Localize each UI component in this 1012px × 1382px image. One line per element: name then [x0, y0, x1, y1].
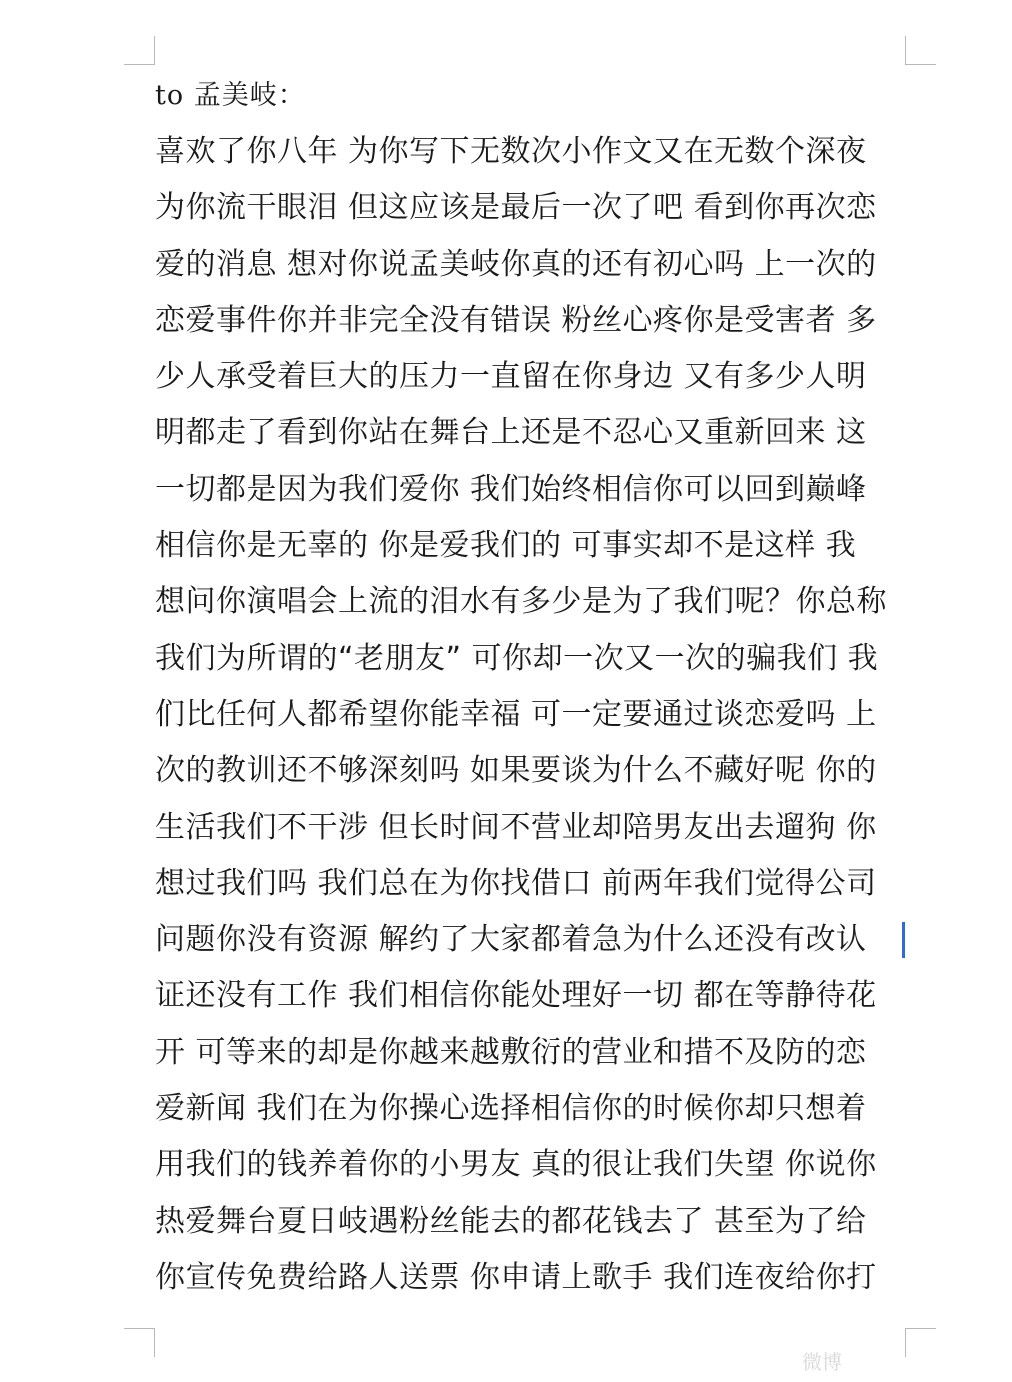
text-line: 爱的消息 想对你说孟美岐你真的还有初心吗 上一次的	[155, 246, 877, 282]
text-line: 少人承受着巨大的压力一直留在你身边 又有多少人明	[155, 359, 867, 395]
text-line: 相信你是无辜的 你是爱我们的 可事实却不是这样 我	[155, 528, 857, 564]
text-line: 们比任何人都希望你能幸福 可一定要通过谈恋爱吗 上	[155, 696, 877, 732]
top-left-crop-mark	[124, 36, 155, 65]
top-right-crop-mark	[905, 36, 936, 65]
text-line: 为你流干眼泪 但这应该是最后一次了吧 看到你再次恋	[155, 190, 877, 226]
text-line: 我们为所谓的“老朋友” 可你却一次又一次的骗我们 我	[155, 640, 879, 676]
text-line: 问题你没有资源 解约了大家都着急为什么还没有改认	[155, 922, 867, 958]
text-line: 明都走了看到你站在舞台上还是不忍心又重新回来 这	[155, 415, 867, 451]
text-line: 一切都是因为我们爱你 我们始终相信你可以回到巅峰	[155, 471, 867, 507]
bottom-left-crop-mark	[124, 1328, 155, 1357]
text-line: 爱新闻 我们在为你操心选择相信你的时候你却只想着	[155, 1091, 867, 1127]
text-cursor	[902, 922, 905, 958]
text-line: 你宣传免费给路人送票 你申请上歌手 我们连夜给你打	[155, 1259, 877, 1295]
text-line: 证还没有工作 我们相信你能处理好一切 都在等静待花	[155, 978, 877, 1014]
text-line: 想过我们吗 我们总在为你找借口 前两年我们觉得公司	[155, 865, 877, 901]
letter-body[interactable]	[155, 124, 915, 1306]
salutation-prefix: to	[155, 80, 185, 111]
bottom-right-crop-mark	[905, 1328, 936, 1357]
text-line: 喜欢了你八年 为你写下无数次小作文又在无数个深夜	[155, 134, 867, 169]
text-line: 开 可等来的却是你越来越敷衍的营业和措不及防的恋	[155, 1034, 867, 1070]
text-line: 次的教训还不够深刻吗 如果要谈为什么不藏好呢 你的	[155, 753, 877, 789]
text-line: 生活我们不干涉 但长时间不营业却陪男友出去遛狗 你	[155, 809, 877, 845]
text-line: 热爱舞台夏日岐遇粉丝能去的都花钱去了 甚至为了给	[155, 1203, 867, 1239]
text-line: 恋爱事件你并非完全没有错误 粉丝心疼你是受害者 多	[155, 302, 877, 338]
text-line: 用我们的钱养着你的小男友 真的很让我们失望 你说你	[155, 1147, 877, 1183]
salutation[interactable]	[155, 76, 306, 116]
salutation-name: 孟美岐：	[193, 80, 306, 111]
text-line: 想问你演唱会上流的泪水有多少是为了我们呢？你总称	[155, 584, 887, 620]
watermark: 微博	[802, 1350, 842, 1374]
